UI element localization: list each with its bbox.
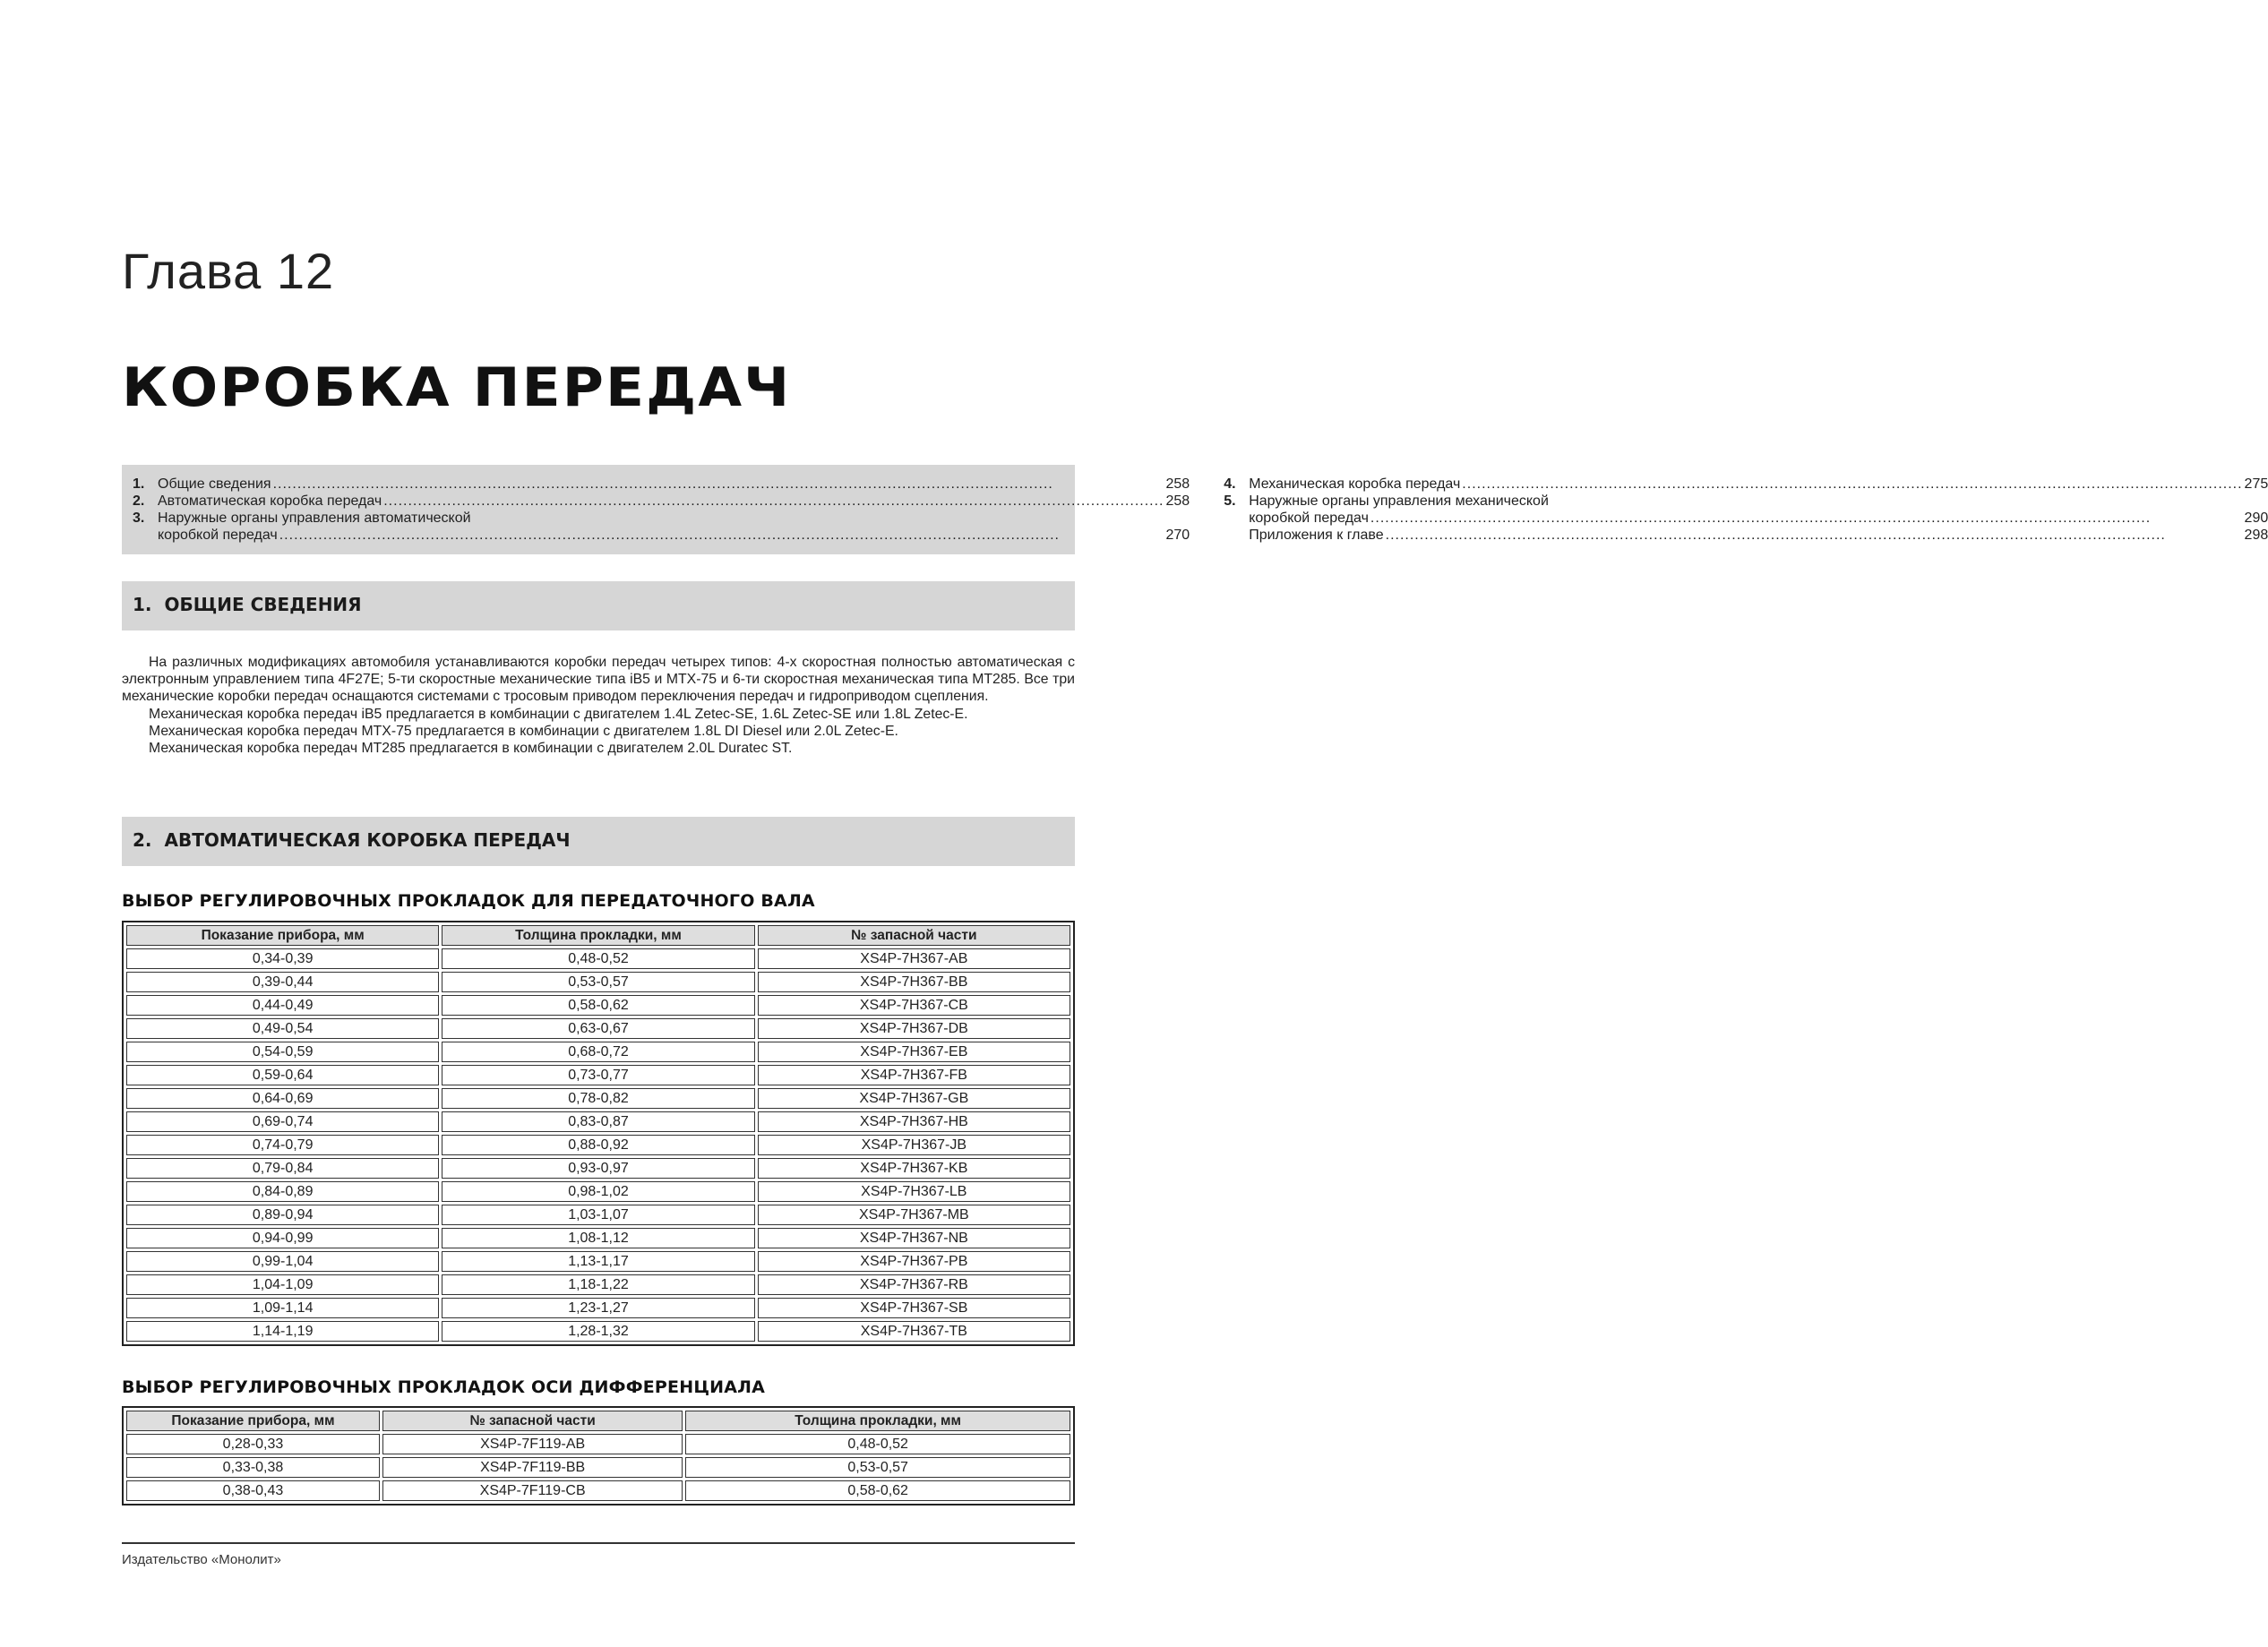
chapter-label: Глава 12 (122, 243, 335, 299)
table-row (126, 1065, 1070, 1085)
table-cell: 1,18-1,22 (442, 1274, 754, 1295)
toc-leader-dots (273, 476, 1164, 493)
toc-entry-text: коробкой передач (1249, 510, 1369, 526)
table-cell: 0,38-0,43 (126, 1480, 380, 1501)
toc-entry-page: 258 (1165, 493, 1190, 509)
table-cell: XS4P-7H367-DB (758, 1018, 1070, 1039)
toc-entry-number: 3. (133, 510, 145, 526)
toc-entry-text: Автоматическая коробка передач (158, 493, 382, 509)
column-header: Толщина прокладки, мм (442, 925, 754, 946)
paragraph: Механическая коробка передач iB5 предлагается в комбинации с двигателем 1.4L Zetec-SE, 1.6L Zetec-SE или 1.8L Zetec-E. (149, 706, 968, 722)
toc-entry-text: Наружные органы управления механической (1249, 493, 1549, 509)
table-cell: XS4P-7H367-JB (758, 1135, 1070, 1155)
table-row (126, 972, 1070, 992)
toc-entry[interactable] (133, 493, 1190, 510)
paragraph: На различных модификациях автомобиля устанавливаются коробки передач четырех типов: 4-х скоростная полностью автоматическая с электронным управлением типа 4F27E; 5-ти скоростные механические типа iB5 и MTX-75 и 6-ти скоростная механическая типа MT285. Все три механические коробки передач оснащаются системами с тросовым приводом переключения передач и гидроприводом сцепления. (122, 655, 1075, 705)
section-body-general (122, 654, 1075, 757)
table-cell: XS4P-7H367-LB (758, 1181, 1070, 1202)
shim-table-transfer-shaft (122, 921, 1075, 1346)
table-row (126, 1135, 1070, 1155)
table-cell: 0,99-1,04 (126, 1251, 439, 1272)
table-row (126, 1480, 1070, 1501)
footer-divider (122, 1542, 1075, 1544)
table-cell: 0,59-0,64 (126, 1065, 439, 1085)
table-cell: 0,58-0,62 (685, 1480, 1070, 1501)
table-cell: 0,48-0,52 (685, 1434, 1070, 1454)
toc-leader-dots (279, 527, 1164, 544)
toc-entry-number: 1. (133, 476, 145, 492)
table-cell: XS4P-7F119-CB (382, 1480, 683, 1501)
table-cell: 1,23-1,27 (442, 1298, 754, 1318)
column-header: № запасной части (382, 1411, 683, 1431)
table-cell: 0,94-0,99 (126, 1228, 439, 1248)
toc-entry-page: 270 (1165, 528, 1190, 543)
table-row (126, 1251, 1070, 1272)
table-of-contents (122, 465, 2268, 554)
table-cell: 0,33-0,38 (126, 1457, 380, 1478)
toc-entry[interactable] (1224, 476, 2268, 493)
table-cell: 1,28-1,32 (442, 1321, 754, 1342)
table-cell: XS4P-7H367-TB (758, 1321, 1070, 1342)
toc-entry-text: Наружные органы управления автоматической (158, 510, 471, 526)
table-cell: 0,28-0,33 (126, 1434, 380, 1454)
table-cell: 0,48-0,52 (442, 948, 754, 969)
section-heading-general (122, 581, 1075, 630)
toc-entry[interactable] (1224, 493, 2268, 510)
shim-table-differential (122, 1406, 1075, 1505)
table-cell: XS4P-7H367-MB (758, 1205, 1070, 1225)
table-cell: 0,58-0,62 (442, 995, 754, 1016)
table-cell: 0,64-0,69 (126, 1088, 439, 1109)
table-cell: 0,34-0,39 (126, 948, 439, 969)
toc-entry[interactable] (1224, 527, 2268, 544)
table-cell: 0,53-0,57 (442, 972, 754, 992)
toc-entry-page: 258 (1165, 476, 1190, 492)
table-cell: 0,88-0,92 (442, 1135, 754, 1155)
toc-column-left (133, 476, 1190, 554)
section-number: 1. (133, 594, 152, 615)
table-row (126, 948, 1070, 969)
toc-entry[interactable] (133, 527, 1190, 544)
table-cell: 0,89-0,94 (126, 1205, 439, 1225)
table-cell: 0,83-0,87 (442, 1111, 754, 1132)
toc-leader-dots (1386, 527, 2243, 544)
table-cell: 0,73-0,77 (442, 1065, 754, 1085)
toc-entry-text: Общие сведения (158, 476, 271, 492)
table-cell: 0,79-0,84 (126, 1158, 439, 1179)
column-header: № запасной части (758, 925, 1070, 946)
toc-entry-page: 290 (2244, 510, 2268, 526)
table-cell: 0,78-0,82 (442, 1088, 754, 1109)
table-cell: 1,14-1,19 (126, 1321, 439, 1342)
table-cell: XS4P-7F119-BB (382, 1457, 683, 1478)
table-cell: 1,08-1,12 (442, 1228, 754, 1248)
table-row (126, 1434, 1070, 1454)
column-header: Толщина прокладки, мм (685, 1411, 1070, 1431)
table-cell: 1,13-1,17 (442, 1251, 754, 1272)
table-row (126, 1181, 1070, 1202)
table-cell: 0,98-1,02 (442, 1181, 754, 1202)
table-cell: XS4P-7H367-RB (758, 1274, 1070, 1295)
table-cell: XS4P-7F119-AB (382, 1434, 683, 1454)
paragraph: Механическая коробка передач MTX-75 предлагается в комбинации с двигателем 1.8L DI Diesel или 2.0L Zetec-E. (149, 723, 898, 739)
table-row (126, 1088, 1070, 1109)
table-row (126, 1321, 1070, 1342)
table-cell: 0,39-0,44 (126, 972, 439, 992)
toc-entry-number: 2. (133, 493, 145, 509)
section-title: ОБЩИЕ СВЕДЕНИЯ (164, 594, 362, 615)
column-header: Показание прибора, мм (126, 925, 439, 946)
toc-entry-text: Механическая коробка передач (1249, 476, 1461, 492)
toc-column-right (1224, 476, 2268, 554)
table-cell: XS4P-7H367-BB (758, 972, 1070, 992)
table-row (126, 1111, 1070, 1132)
section-heading-automatic (122, 817, 1075, 866)
table-row (126, 995, 1070, 1016)
toc-entry[interactable] (1224, 510, 2268, 527)
table-row (126, 1298, 1070, 1318)
table-title-differential: ВЫБОР РЕГУЛИРОВОЧНЫХ ПРОКЛАДОК ОСИ ДИФФЕРЕНЦИАЛА (122, 1377, 766, 1397)
section-title: АВТОМАТИЧЕСКАЯ КОРОБКА ПЕРЕДАЧ (164, 829, 571, 851)
toc-entry[interactable] (133, 476, 1190, 493)
table-row (126, 1205, 1070, 1225)
table-cell: 0,49-0,54 (126, 1018, 439, 1039)
table-cell: 0,53-0,57 (685, 1457, 1070, 1478)
table-cell: 0,84-0,89 (126, 1181, 439, 1202)
table-row (126, 1158, 1070, 1179)
toc-entry-page: 298 (2244, 528, 2268, 543)
table-cell: 0,69-0,74 (126, 1111, 439, 1132)
table-cell: 1,09-1,14 (126, 1298, 439, 1318)
toc-leader-dots (383, 493, 1164, 510)
table-cell: 0,74-0,79 (126, 1135, 439, 1155)
paragraph: Механическая коробка передач MT285 предлагается в комбинации с двигателем 2.0L Duratec ST. (149, 741, 793, 757)
toc-entry[interactable] (133, 510, 1190, 527)
table-cell: XS4P-7H367-SB (758, 1298, 1070, 1318)
table-row (126, 1228, 1070, 1248)
toc-entry-text: Приложения к главе (1249, 528, 1384, 543)
table-cell: 0,54-0,59 (126, 1042, 439, 1062)
table-cell: XS4P-7H367-NB (758, 1228, 1070, 1248)
table-header-row (126, 1411, 1070, 1431)
table-cell: 1,04-1,09 (126, 1274, 439, 1295)
table-cell: 0,93-0,97 (442, 1158, 754, 1179)
table-row (126, 1018, 1070, 1039)
table-row (126, 1274, 1070, 1295)
toc-leader-dots (1370, 510, 2243, 527)
table-header-row (126, 925, 1070, 946)
table-cell: XS4P-7H367-GB (758, 1088, 1070, 1109)
toc-entry-page: 275 (2244, 476, 2268, 492)
toc-entry-text: коробкой передач (158, 528, 278, 543)
section-number: 2. (133, 829, 152, 851)
table-row (126, 1042, 1070, 1062)
table-cell: 0,68-0,72 (442, 1042, 754, 1062)
table-cell: XS4P-7H367-PB (758, 1251, 1070, 1272)
table-row (126, 1457, 1070, 1478)
table-cell: XS4P-7H367-EB (758, 1042, 1070, 1062)
table-cell: 1,03-1,07 (442, 1205, 754, 1225)
toc-entry-number: 5. (1224, 493, 1236, 509)
table-cell: 0,63-0,67 (442, 1018, 754, 1039)
publisher-footer: Издательство «Монолит» (122, 1552, 281, 1567)
toc-leader-dots (1462, 476, 2242, 493)
table-cell: 0,44-0,49 (126, 995, 439, 1016)
table-cell: XS4P-7H367-KB (758, 1158, 1070, 1179)
table-title-transfer-shaft: ВЫБОР РЕГУЛИРОВОЧНЫХ ПРОКЛАДОК ДЛЯ ПЕРЕДАТОЧНОГО ВАЛА (122, 891, 815, 911)
toc-entry-number: 4. (1224, 476, 1236, 492)
chapter-title: КОРОБКА ПЕРЕДАЧ (122, 356, 792, 419)
table-cell: XS4P-7H367-FB (758, 1065, 1070, 1085)
table-cell: XS4P-7H367-AB (758, 948, 1070, 969)
table-cell: XS4P-7H367-CB (758, 995, 1070, 1016)
column-header: Показание прибора, мм (126, 1411, 380, 1431)
table-cell: XS4P-7H367-HB (758, 1111, 1070, 1132)
